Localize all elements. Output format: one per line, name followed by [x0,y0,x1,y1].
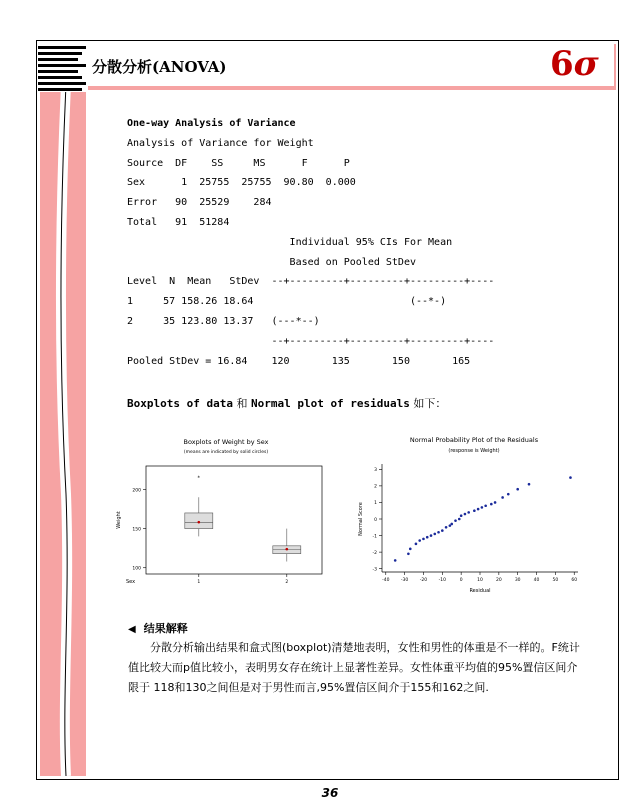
data-point [445,526,448,529]
data-point [441,529,444,532]
data-point [464,513,467,516]
anova-line: Error 90 25529 284 [127,197,272,209]
data-point [460,514,463,517]
x-tick-label: -20 [419,578,428,583]
data-point [394,559,397,562]
data-point [422,538,425,541]
x-tick-label: 1 [197,580,201,585]
anova-line: Total 91 51284 [127,217,230,228]
data-point [426,536,429,539]
mean-point [286,548,289,551]
y-tick-label: 1 [374,501,377,507]
x-tick-label: -30 [400,578,409,583]
data-point [450,523,453,526]
y-tick-label: -3 [372,567,377,573]
x-tick-label: 10 [477,578,483,583]
data-point [458,518,461,521]
anova-line: 1 57 158.26 18.64 (--*-) [127,296,447,308]
x-tick-label: 2 [285,580,289,585]
x-tick-label: 30 [514,578,521,583]
data-point [490,503,493,506]
data-point [477,508,480,511]
data-point [454,519,457,522]
data-point [409,548,412,551]
follows-label: 如下： [409,397,447,410]
chart-subtitle: (response is Weight) [448,448,500,454]
x-tick-label: 40 [533,578,540,583]
plot-area [146,466,322,574]
anova-line: Individual 95% CIs For Mean [127,236,453,248]
data-point [481,506,484,509]
anova-line: Based on Pooled StDev [127,256,416,268]
plots-caption [127,395,446,411]
data-point [430,534,433,537]
data-point [473,509,476,512]
data-point [507,493,510,496]
data-point [528,483,531,486]
y-tick-label: 3 [374,468,377,474]
data-point [418,539,421,542]
y-tick-label: 150 [132,527,141,533]
interpretation-paragraph: 分散分析输出结果和盒式图(boxplot)清楚地表明，女性和男性的体重是不一样的。F统计值比较大而p值比较小，表明男女存在统计上显著性差异。女性体重平均值的95%置信区间介限于 118和130之间但是对于男性而言,95%置信区间介于155和162之间. [128,641,580,694]
chart-subtitle: (means are indicated by solid circles) [183,450,269,455]
left-pink-bar [40,44,86,776]
anova-line: Sex 1 25755 25755 90.80 0.000 [127,177,356,189]
data-point [569,476,572,479]
y-axis-label: Weight [116,511,122,529]
normal-plot-label: Normal plot of residuals [250,397,410,410]
x-axis-label: Residual [469,588,491,594]
triangle-bullet-icon: ◀ [128,624,136,635]
section-title: 结果解释 [143,622,188,635]
data-point [501,496,504,499]
stripes-logo-icon [38,44,88,92]
data-point [415,543,418,546]
anova-line: --+---------+---------+---------+---- [127,335,495,347]
anova-line: Source DF SS MS F P [127,157,350,169]
y-tick-label: 200 [132,488,141,494]
six-sigma-number: 6 [550,44,574,84]
data-point [467,511,470,514]
data-point [494,501,497,504]
x-tick-label: -40 [382,578,390,583]
page-number: 36 [321,786,339,800]
normal-probability-chart [352,432,588,600]
anova-line: Analysis of Variance for Weight [127,137,314,149]
mean-point [198,521,201,524]
y-tick-label: 100 [132,566,141,572]
x-tick-label: 60 [571,578,578,583]
y-tick-label: 0 [374,517,377,523]
and-label: 和 [232,397,251,410]
x-axis-label: Sex [126,579,136,585]
x-tick-label: -10 [438,578,446,583]
x-tick-label: 50 [552,578,559,583]
y-tick-label: 2 [374,484,377,490]
data-point [437,531,440,534]
y-tick-label: -1 [372,534,377,540]
anova-line: One-way Analysis of Variance [127,118,296,129]
data-point [407,552,410,555]
outlier-point: * [197,475,201,482]
x-tick-label: 20 [495,578,502,583]
y-tick-label: -2 [372,550,377,556]
section-heading [128,620,188,636]
data-point [433,533,436,536]
anova-line: 2 35 123.80 13.37 (---*--) [127,316,320,327]
anova-line: Pooled StDev = 16.84 120 135 150 165 [127,355,471,367]
page-title: 分散分析(ANOVA) [92,58,227,76]
box [185,513,213,529]
six-sigma-symbol: σ [573,44,599,84]
data-point [484,504,487,507]
x-tick-label: 0 [459,578,463,583]
chart-title: Boxplots of Weight by Sex [183,438,269,446]
six-sigma-logo [550,44,599,84]
chart-title: Normal Probability Plot of the Residuals [409,436,539,444]
data-point [516,488,519,491]
boxplot-chart [108,432,330,592]
boxplots-label: Boxplots of data [127,397,233,410]
y-axis-label: Normal Score [358,502,364,536]
anova-line: Level N Mean StDev --+---------+---------+---------+---- [127,276,495,288]
